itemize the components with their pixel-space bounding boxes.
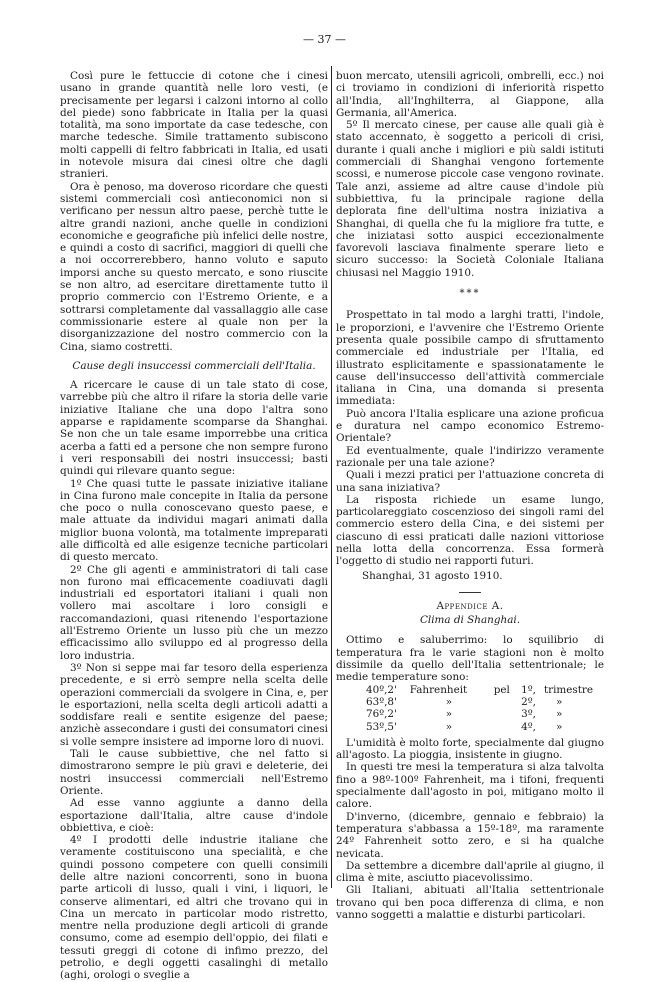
table-cell: » [445, 720, 453, 733]
paragraph: Ed eventualmente, quale l'indirizzo veramente razionale per una tale azione? [336, 444, 604, 469]
paragraph: La risposta richiede un esame lungo, particolareggiato coscenzioso dei singoli rami del commercio estero della Cina, e dei sistemi per ciascuno di essi praticati dalle nazioni vittoriose nella lotta della concorrenza. Essa formerà l'oggetto di studio nei rapporti futuri. [336, 493, 604, 568]
list-item: 2º Che gli agenti e amministratori di tali case non furono mai efficacemente coadiuvati dagli industriali ed esportatori italiani i quali non vollero mai ascoltare i loro consigli e raccomandazioni, quasi ritenendo l'esportazione all'Estremo Oriente un lusso più che un mezzo efficacissimo allo sviluppo ed al progresso della loro industria. [60, 563, 328, 662]
table-cell [490, 721, 515, 733]
table-cell: » [445, 695, 453, 708]
table-row [362, 684, 604, 696]
left-column [60, 70, 328, 982]
paragraph: Tali le cause subbiettive, che nel fatto si dimostrarono sempre le più gravi e deleterie, dei nostri insuccessi commerciali nell'Estremo Oriente. [60, 748, 328, 797]
paragraph: Ad esse vanno aggiunte a danno della esportazione dall'Italia, altre cause d'indole obbiettiva, e cioè: [60, 797, 328, 834]
table-cell [490, 708, 515, 720]
table-cell: pel [493, 683, 510, 696]
table-cell: » [555, 720, 563, 733]
appendix-title: Appendice A. [436, 599, 504, 612]
table-cell: 53º,5' [366, 720, 397, 733]
paragraph: Quali i mezzi pratici per l'attuazione concreta di una sana iniziativa? [336, 469, 604, 494]
short-divider [459, 592, 481, 593]
paragraph: Ottimo e saluberrimo: lo squilibrio di temperatura fra le varie stagioni non è molto dissimile da quello dell'Italia settentrionale; le medie temperature sono: [336, 634, 604, 684]
table-cell: 2º, [521, 695, 536, 708]
table-cell: trimestre [543, 683, 594, 696]
paragraph: Da settembre a dicembre dall'aprile al giugno, il clima è mite, asciutto piacevolissimo. [336, 859, 604, 885]
table-row [362, 721, 604, 733]
table-cell [490, 696, 515, 708]
paragraph: buon mercato, utensili agricoli, ombrelli, ecc.) noi ci troviamo in condizioni di inferiorità rispetto all'India, all'Inghilterra, al Giappone, alla Germania, all'America. [336, 70, 604, 119]
list-item: 1º Che quasi tutte le passate iniziative italiane in Cina furono male concepite in Italia da persone che poco o nulla conoscevano questo paese, e male attuate da individui magari animati dalla miglior buona volontà, ma totalmente impreparati alle difficoltà ed alle esigenze tecniche particolari di questo mercato. [60, 477, 328, 564]
right-column [336, 70, 604, 921]
table-cell: 40º,2' [366, 683, 397, 696]
column-divider [331, 66, 332, 888]
table-cell: 63º,8' [366, 695, 397, 708]
list-item: 5º Il mercato cinese, per cause alle quali già è stato accennato, è soggetto a pericoli di crisi, durante i quali anche i migliori e più saldi istituti commerciali di Shanghai vengono fortemente scossi, e numerose piccole case vengono rovinate. Tale anzi, assieme ad altre cause d'indole più subbiettiva, fu la principale ragione della deplorata fine dell'ultima nostra iniziativa a Shanghai, di quella che fu la migliore fra tutte, e che iniziatasi sotto auspici eccezionalmente favorevoli lasciava finalmente sperare lieto e sicuro successo: la Società Coloniale Italiana chiusasi nel Maggio 1910. [336, 119, 604, 279]
paragraph: L'umidità è molto forte, specialmente dal giugno all'agosto. La pioggia, insistente in giugno. [336, 736, 604, 762]
section-heading: Cause degli insuccessi commerciali dell'Italia. [72, 359, 316, 372]
appendix-subtitle: Clima di Shanghai. [419, 614, 521, 627]
paragraph: D'inverno, (dicembre, gennaio e febbraio) la temperatura s'abbassa a 15º-18º, ma raramente 24º Fahrenheit sotto zero, e si ha qualche nevicata. [336, 810, 604, 860]
table-cell: 4º, [521, 720, 536, 733]
temperature-table [362, 684, 604, 733]
table-row [362, 696, 604, 708]
paragraph: In questi tre mesi la temperatura si alza talvolta fino a 98º-100º Fahrenheit, ma i tifoni, frequenti specialmente dall'agosto in poi, mitigano molto il calore. [336, 761, 604, 811]
table-cell: » [555, 708, 563, 721]
table-cell: » [445, 708, 453, 721]
table-cell: 3º, [521, 708, 536, 721]
signature-date: Shanghai, 31 agosto 1910. [362, 569, 503, 582]
table-row [362, 708, 604, 720]
table-cell: Fahrenheit [409, 683, 468, 696]
page-number: — 37 — [303, 33, 346, 46]
table-cell: » [555, 695, 563, 708]
paragraph: Può ancora l'Italia esplicare una azione proficua e duratura nel campo economico Estremo-Orientale? [336, 407, 604, 445]
table-cell: 76º,2' [366, 708, 397, 721]
section-separator: *** [459, 288, 481, 300]
paragraph: Ora è penoso, ma doveroso ricordare che questi sistemi commerciali così antieconomici non si verificano per nessun altro paese, perchè tutte le altre grandi nazioni, anche quelle in condizioni economiche e geografiche più infelici delle nostre, e quindi a costo di sacrifici, maggiori di quelli che a noi occorrerebbero, hanno voluto e saputo imporsi anche su questo mercato, e sono riuscite se non altro, ad esercitare direttamente tutto il proprio commercio con l'Estremo Oriente, e a sottrarsi completamente dal vassallaggio alle case commissionarie estere al quale non per la disorganizzazione del nostro commercio con la Cina, siamo costretti. [60, 180, 328, 353]
paragraph: Così pure le fettuccie di cotone che i cinesi usano in grande quantità nelle loro vesti, (e precisamente per legarsi i calzoni intorno al collo del piede) sono fabbricate in Italia per la quasi totalità, ma sono importate da case tedesche, con marche tedesche. Simile trattamento subiscono molti cappelli di feltro fabbricati in Italia, ed usati in notevole misura dai cinesi oltre che dagli stranieri. [60, 70, 328, 181]
list-item: 4º I prodotti delle industrie italiane che veramente costituiscono una specialità, e che quindi possono competere con quelli consimili delle altre nazioni concorrenti, sono in buona parte articoli di lusso, quali i vini, i liquori, le conserve alimentari, ed altri che trovano qui in Cina un mercato in particolar modo ristretto, mentre nella produzione degli articoli di grande consumo, come ad esempio dell'oppio, dei filati e tessuti greggi di cotone di infimo prezzo, del petrolio, e degli oggetti casalinghi di metallo (aghi, orologi o sveglie a [60, 834, 328, 982]
paragraph: A ricercare le cause di un tale stato di cose, varrebbe più che altro il rifare la storia delle varie iniziative Italiane che una dopo l'altra sono apparse e rapidamente scomparse da Shanghai. Se non che un tale esame imporrebbe una critica acerba a fatti ed a persone che non sempre furono i veri responsabili dei nostri insuccessi; basti quindi qui rilevare quanto segue: [60, 379, 328, 478]
paragraph: Gli Italiani, abituati all'Italia settentrionale trovano qui ben poca differenza di clima, e non vanno soggetti a malattie e disturbi particolari. [336, 884, 604, 921]
paragraph: Prospettato in tal modo a larghi tratti, l'indole, le proporzioni, e l'avvenire che l'Estremo Oriente presenta quale possibile campo di sfruttamento commerciale ed industriale per l'Italia, ed illustrato esplicitamente e spassionatamente le cause dell'insuccesso dell'attività commerciale italiana in Cina, una domanda si presenta immediata: [336, 309, 604, 408]
list-item: 3º Non si seppe mai far tesoro della esperienza precedente, e si errò sempre nella scelta delle operazioni commerciali da svolgere in Cina, e, per le esportazioni, nella scelta degli articoli adatti a soddisfare reali e sentite esigenze del paese; anzichè assecondare i gusti dei consumatori cinesi si volle sempre insistere ad imporne loro di nuovi. [60, 661, 328, 748]
table-cell: 1º, [521, 683, 536, 696]
